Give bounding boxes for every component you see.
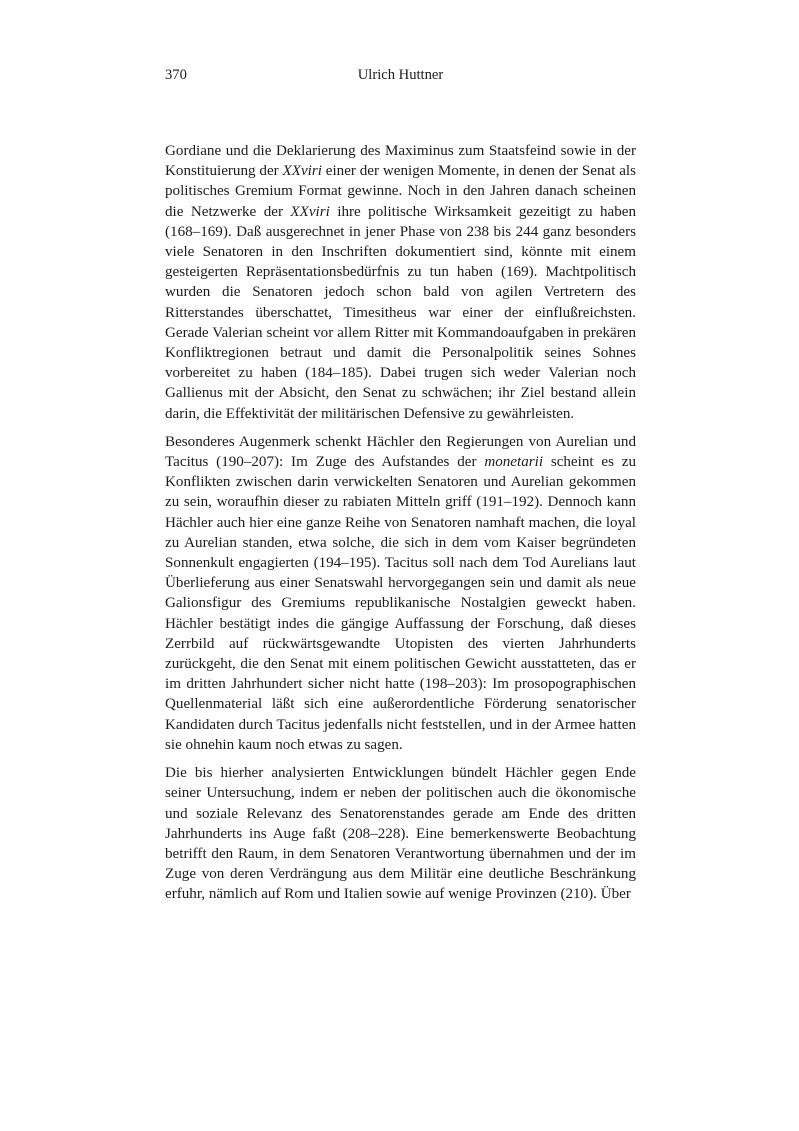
text-run: einer der wenigen Momente, in denen der Senat als politisches Gremium Format gewinne. Noch in den Jahren danach scheinen die Netzwerke der <box>165 163 637 220</box>
running-header-title: Ulrich Huttner <box>357 67 444 83</box>
paragraph <box>165 141 636 424</box>
page-header <box>165 67 636 87</box>
text-run: Die bis hierher analysierten Entwicklungen bündelt Hächler gegen Ende seiner Untersuchung, indem er neben der politischen auch die ökonomische und soziale Relevanz des Senatorenstandes gerade am Ende des dritten Jahrhunderts ins Auge faßt (208–228). Eine bemerkenswerte Beobachtung betrifft den Raum, in dem Senatoren Verantwortung übernahmen und der im Zuge von deren Verdrängung aus dem Militär eine deutliche Beschränkung erfuhr, nämlich auf Rom und Italien sowie auf wenige Provinzen (210). Über <box>165 765 636 903</box>
text-run: Besonderes Augenmerk schenkt Hächler den Regierungen von Aurelian und Tacitus (190–207): Im Zuge des Aufstandes der <box>165 433 636 471</box>
text-run: ihre politische Wirksamkeit gezeitigt zu haben (168–169). Daß ausgerechnet in jener Phase von 238 bis 244 ganz besonders viele Senatoren in den Inschriften dokumentiert sind, könnte mit einem gesteigerten Repräsentationsbedürfnis zu tun haben (169). Machtpolitisch wurden die Senatoren jedoch schon bald von agilen Vertretern des Ritterstandes überschattet, Timesitheus war einer der einflußreichsten. Gerade Valerian scheint vor allem Ritter mit Kommandoaufgaben in prekären Konfliktregionen betraut und damit die Personalpolitik seines Sohnes vorbereitet zu haben (184–185). Dabei trugen sich weder Valerian noch Gallienus mit der Absicht, den Senat zu schwächen; ihr Ziel bestand allein darin, die Effektivität der militärischen Defensive zu gewährleisten. <box>165 203 636 422</box>
paragraph <box>165 763 636 904</box>
italic-term: monetarii <box>484 454 544 471</box>
page-number: 370 <box>165 67 187 83</box>
italic-term: XXviri <box>282 163 322 180</box>
italic-term: XXviri <box>290 203 330 220</box>
text-run: Gordiane und die Deklarierung des Maximinus zum Staatsfeind sowie in der Konstituierung der <box>165 143 636 180</box>
paragraph <box>165 432 636 755</box>
body-text <box>165 141 636 905</box>
text-run: scheint es zu Konflikten zwischen darin verwickelten Senatoren und Aurelian gekommen zu sein, woraufhin dieser zu rabiaten Mitteln griff (191–192). Dennoch kann Hächler auch hier eine ganze Reihe von Senatoren namhaft machen, die loyal zu Aurelian standen, etwa solche, die sich in dem vom Kaiser begründeten Sonnenkult engagierten (194–195). Tacitus soll nach dem Tod Aurelians laut Überlieferung aus einer Senatswahl hervorgegangen sein und damit als neue Galionsfigur des Gremiums republikanische Nostalgien geweckt haben. Hächler bestätigt indes die gängige Auffassung der Forschung, daß dieses Zerrbild auf rückwärtsgewandte Utopisten des vierten Jahrhunderts zurückgeht, die den Senat mit einem politischen Gewicht ausstatteten, das er im dritten Jahrhundert sicher nicht hatte (198–203): Im prosopographischen Quellenmaterial läßt sich eine außerordentliche Förderung senatorischer Kandidaten durch Tacitus jedenfalls nicht feststellen, und in der Armee hatten sie ohnehin kaum noch etwas zu sagen. <box>165 454 636 753</box>
